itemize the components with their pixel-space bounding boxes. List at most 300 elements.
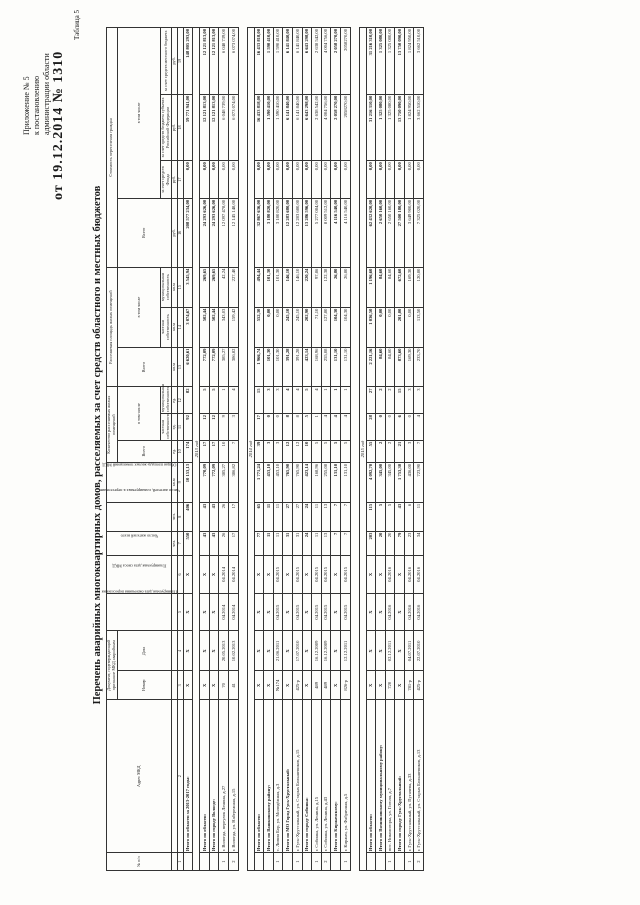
table-cell: X [254,631,264,671]
table-cell: 1 325 080,00 [376,94,386,161]
table-cell: 04.2015 [292,593,302,631]
table-cell: 27 [283,502,293,531]
table-cell: 5 [302,414,312,441]
table-cell: 22.07.2010 [414,631,424,671]
table-cell: 34 [414,531,424,555]
table-cell: X [395,556,405,594]
table-cell: 168,96 [312,347,322,387]
table-cell: 6 643 298,00 [302,94,312,161]
table-cell: 27 [366,387,376,414]
unit-cell: чел. [172,531,178,555]
table-cell: 62 432 620,00 [366,198,376,267]
decree-date: от 19.12.2014 № 1310 [51,50,66,200]
table-cell: 71,10 [312,307,322,347]
address-cell: г. Гусь-Хрустальный, ул. Старых Большевиков, д.13 [414,700,424,853]
table-cell: 1 [340,853,350,871]
appendix-line: к постановлению [32,75,41,135]
col-residents-resettle: Число жителей, планируемых к переселению [107,502,172,531]
table-cell: 6 141 840,00 [292,28,302,95]
spacer-cell [238,28,247,871]
col-doc-group: Документ, подтверждающий признание МКД аварийным [107,631,118,700]
subtotal-row [264,28,274,871]
table-cell: 269,65 [209,267,219,307]
table-cell: 5 277 084,00 [312,198,322,267]
table-cell: X [254,556,264,594]
table-cell: 115 [366,502,376,531]
year-row [359,28,366,871]
table-cell: 168,96 [312,462,322,502]
table-cell: 6 073 074,00 [228,28,238,95]
table-cell: 245,10 [283,307,293,347]
table-cell: X [331,671,341,700]
document-title: Перечень аварийных многоквартирных домов, расселяемых за счет средств областного и местных бюджетов [92,185,103,705]
table-cell: 131,10 [331,347,341,387]
address-cell: Итого по области: [254,700,264,853]
table-cell: X [183,671,193,700]
table-cell: X [376,593,386,631]
table-cell: 11 [312,531,322,555]
table-cell: 12 121 813,00 [200,94,210,161]
table-cell: 4 [321,414,331,441]
table-cell: 4 [340,414,350,441]
table-cell: 148 805 293,00 [183,28,193,95]
table-cell: 269,65 [200,267,210,307]
address-cell: г. Вологда, переулок Ленина, д.27 [219,700,229,853]
table-cell: 131,10 [340,347,350,387]
table-cell: 2 650 160,00 [385,198,395,267]
table-cell: 23 [404,531,414,555]
table-row [292,28,302,871]
table-cell: X [376,556,386,594]
table-cell: 7 [228,440,238,462]
table-cell: 3 [414,387,424,414]
table-cell: 122,38 [321,267,331,307]
col-area-private: частная собственность [161,307,172,347]
appendix-line: Приложение № 5 [22,76,31,135]
table-cell: 16.12.2009 [321,631,331,671]
table-cell: 0,00 [228,161,238,199]
table-cell: 6 [404,502,414,531]
table-cell: 1 [340,387,350,414]
col-cost-fund: за счет средств Фонда [161,161,172,199]
table-cell: X [366,671,376,700]
table-cell: X [376,631,386,671]
table-cell: X [283,671,293,700]
table-cell: X [283,593,293,631]
table-cell: 3 [273,387,283,414]
table-cell: 2 [385,440,395,462]
table-cell: X [283,631,293,671]
table-cell: 21 [395,440,405,462]
table-cell: 16.12.2009 [312,631,322,671]
table-cell: 502,44 [200,307,210,347]
table-cell: 4 [331,414,341,441]
table-cell: 772,09 [209,462,219,502]
table-cell: 20.05.2013 [219,631,229,671]
table-cell: X [264,631,274,671]
table-cell: 4 [312,387,322,414]
table-cell: 3 662 510,00 [414,94,424,161]
table-cell: 04.2015 [321,593,331,631]
col-cost-region: за счет средств бюджета субъекта Российской Федерации [161,94,172,161]
table-cell: 26 [219,502,229,531]
table-cell: 0 [404,414,414,441]
table-cell: 04.07.2011 [404,631,414,671]
table-cell: 2 058 270,00 [331,28,341,95]
table-cell: X [200,671,210,700]
table-cell: 233,70 [414,347,424,387]
table-cell: 77 [254,531,264,555]
table-cell: 12 121 813,00 [209,94,219,161]
table-cell: 31 216 310,00 [366,94,376,161]
table-cell: 255,08 [321,347,331,387]
address-cell: Итого по Киржачскому: [331,700,341,853]
table-cell: 0,00 [254,161,264,199]
table-cell: 113,50 [414,307,424,347]
table-cell: X [331,631,341,671]
table-cell: 104,30 [340,307,350,347]
table-cell: 425-р [292,671,302,700]
table-cell: 1 [273,853,283,871]
table-cell: 1 [292,853,302,871]
table-cell: 97,86 [312,267,322,307]
table-cell: 1 325 080,00 [376,28,386,95]
table-cell: 1 [312,853,322,871]
table-cell: X [302,631,312,671]
table-cell: 104,30 [331,307,341,347]
table-cell: 0 [264,414,274,441]
table-cell: 1 325 080,00 [385,28,395,95]
table-cell: 0,00 [385,307,395,347]
table-cell: 13 [321,502,331,531]
table-cell: X [254,671,264,700]
table-cell: X [331,556,341,594]
appendix-line: администрации области [42,53,51,135]
table-cell: X [209,593,219,631]
table-cell: 04.2015 [312,556,322,594]
table-cell: 43 [200,502,210,531]
table-cell: 02.12.2011 [385,631,395,671]
table-cell: 550 [183,531,193,555]
table-cell: 8 [283,414,293,441]
table-row [312,28,322,871]
column-index-cell: 17 [177,161,183,199]
column-index-cell: 15 [177,267,183,307]
table-cell: X [302,593,312,631]
table-cell: 26 [219,531,229,555]
table-cell: 0,00 [321,161,331,199]
table-cell: 55 [366,440,376,462]
table-cell: 27 500 180,00 [395,198,405,267]
table-cell: 39 [254,440,264,462]
table-cell: 04.2015 [340,556,350,594]
year-label: 2015 год [359,28,366,871]
table-cell: 4 004 756,00 [321,94,331,161]
table-cell: 7 [340,502,350,531]
column-index-cell: 10 [177,440,183,462]
table-cell: 345,00 [376,462,386,502]
table-cell: 0,00 [219,161,229,199]
table-row [340,28,350,871]
table-cell: 5 [376,502,386,531]
table-cell: 5 [312,440,322,462]
table-cell: 220,24 [302,267,312,307]
table-cell: 0,00 [340,161,350,199]
table-cell: X [209,631,219,671]
table-cell: 13 750 090,00 [395,28,405,95]
table-cell: 13 750 090,00 [395,94,405,161]
table-cell: 04.2016 [404,556,414,594]
table-cell: 12 283 680,00 [292,198,302,267]
table-cell: 6 141 840,00 [283,28,293,95]
appendix-block [22,15,52,135]
table-cell: 84,60 [376,347,386,387]
table-cell: 489 [321,671,331,700]
table-cell: 24 [302,531,312,555]
table-cell: 101,30 [264,347,274,387]
table-row [414,28,424,871]
table-cell: 0,00 [273,307,283,347]
col-residents: Число жителей всего [107,531,172,555]
table-cell: 101,30 [264,267,274,307]
col-area-sum: Всего [117,347,171,387]
table-cell: 169,30 [404,347,414,387]
table-cell: 17 [228,531,238,555]
table-cell: X [200,631,210,671]
unit-cell: руб. [172,94,178,161]
table-cell: 11 [273,502,283,531]
table-cell: X [183,631,193,671]
table-cell: 31 [292,531,302,555]
table-cell: 12 097 478,00 [219,198,229,267]
table-cell: 6 073 074,00 [228,94,238,161]
table-cell: 27 [292,502,302,531]
table-body [183,28,423,871]
unit-cell: кв.м [172,347,178,387]
table-row [385,28,395,871]
table-cell: 0 [376,414,386,441]
table-cell: 453,10 [273,462,283,502]
year-row [193,28,200,871]
table-cell: 9 [219,414,229,441]
table-cell: 6 620,61 [183,347,193,387]
table-cell: 13 [321,531,331,555]
col-area-municipal: муниципальная собственность [161,267,172,307]
table-cell: 1 325 080,00 [385,94,395,161]
address-cell: пос. Никологоры, ул. Гоголя, д.7 [385,700,395,853]
table-cell: 24 293 626,00 [209,198,219,267]
table-cell: 2 [385,387,395,414]
table-cell: 11 [273,531,283,555]
table-cell: 17 [200,440,210,462]
table-cell: 0,00 [264,307,274,347]
table-cell: 385,27 [219,347,229,387]
table-cell: X [200,556,210,594]
col-area-group: Расселяемая площадь жилых помещений [107,267,118,387]
table-cell: 146,10 [292,267,302,307]
address-cell: г. Гусь-Хрустальный, ул. Старых Большевиков, д.15 [292,700,302,853]
table-cell: 772,09 [209,347,219,387]
table-cell: 17.07.2010 [292,631,302,671]
table-cell: 2 221,16 [366,347,376,387]
spacer-row [238,28,247,871]
year-label: 2014 год [247,28,254,871]
table-cell: 386,82 [228,347,238,387]
table-cell: 04.2016 [404,593,414,631]
table-cell: 6 643 298,00 [302,28,312,95]
table-cell: 453,10 [264,462,274,502]
table-cell: 04.2014 [228,593,238,631]
table-cell: 0,00 [404,307,414,347]
table-cell: 17 [254,414,264,441]
column-index-cell: 13 [177,347,183,387]
table-cell: 1 590 410,00 [273,28,283,95]
table-cell: 0 [385,414,395,441]
col-rooms-private: частная собственность [160,412,171,439]
table-cell: 11 [414,502,424,531]
table-cell: 24 293 626,00 [200,198,210,267]
subtotal-row [395,28,405,871]
table-cell: 1 966,74 [254,347,264,387]
table-cell: 202,90 [302,307,312,347]
table-cell: 2058270,00 [340,28,350,95]
spacer-row [350,28,359,871]
table-cell [302,853,312,871]
column-index-cell: 9 [177,462,183,502]
table-cell: 70 [219,671,229,700]
unit-cell: чел. [172,502,178,531]
table-cell: 385,27 [219,462,229,502]
table-cell: 04.2015 [292,556,302,594]
table-cell: 04.2015 [273,593,283,631]
column-index-cell: 6 [177,556,183,594]
column-index-cell: 19 [177,28,183,95]
table-cell: X [376,671,386,700]
column-index-cell: 8 [177,502,183,531]
table-cell: 0 [273,414,283,441]
table-cell: 04.2016 [385,593,395,631]
table-row [219,28,229,871]
subtotal-row [183,28,193,871]
table-cell: X [209,671,219,700]
table-cell: 4 092,70 [366,462,376,502]
table-cell: 04.2014 [219,556,229,594]
table-cell: 10 [219,440,229,462]
table-cell: 1 036,50 [366,307,376,347]
table-cell: 201,00 [395,307,405,347]
table-cell: 8 009 512,00 [321,198,331,267]
table-cell: 2 638 542,00 [312,94,322,161]
table-cell: 386,82 [228,462,238,502]
table-cell: 5 [331,440,341,462]
table-cell: 43 [395,502,405,531]
address-cell: Итого по городу Собинка: [302,700,312,853]
table-cell: X [366,631,376,671]
table-cell: 26,80 [331,267,341,307]
column-index-cell: 2 [177,700,183,853]
table-cell: 04.2015 [273,556,283,594]
table-cell: 425-р [414,671,424,700]
table-cell: 0,00 [200,161,210,199]
address-cell: Итого по области: [200,700,210,853]
table-label: Таблица 5 [73,10,81,40]
table-cell: 21.06.2011 [273,631,283,671]
unit-cell: кв.м [172,267,178,307]
spacer-cell [350,28,359,871]
table-cell: 42,24 [219,267,229,307]
address-cell: Итого по Вязниковскому муниципальному району: [376,700,386,853]
table-cell: 3 [264,387,274,414]
column-index-cell: 18 [177,94,183,161]
table-cell [200,853,210,871]
address-cell: Итого по городу Вологде: [209,700,219,853]
table-cell: 255,08 [321,462,331,502]
table-cell: 24 [302,502,312,531]
col-area-total: Общая площадь жилых помещений МКД [107,462,172,502]
col-cost-group: Стоимость переселения граждан [107,28,118,268]
table-cell: 423,14 [302,462,312,502]
table-cell: 873,60 [395,347,405,387]
table-cell: 169,30 [404,267,414,307]
table-cell: X [331,593,341,631]
table-row [228,28,238,871]
table-cell [376,853,386,871]
table-cell: 3 649 900,00 [404,198,414,267]
table-cell: 4 [283,387,293,414]
table-cell: 227,40 [228,267,238,307]
table-cell: 12.12.2011 [340,631,350,671]
table-cell: 15 [395,387,405,414]
table-cell: X [264,671,274,700]
table-cell: 781-р [404,671,414,700]
col-doc-date: Дата [117,631,171,671]
table-cell: 0,00 [292,161,302,199]
col-rooms-incl: в том числе [117,387,161,440]
table-cell: 174 [183,440,193,462]
table-cell: 3 180 820,00 [273,198,283,267]
table-cell: 04.2016 [414,593,424,631]
column-index-cell: 5 [177,593,183,631]
table-cell: 32 867 636,00 [254,198,264,267]
column-index-cell: 16 [177,198,183,267]
col-rooms-municipal: муниципальная собственность [160,384,171,413]
table-cell: X [302,671,312,700]
table-row [321,28,331,871]
table-cell: 765,90 [283,462,293,502]
table-cell: 10 [302,440,312,462]
table-cell: 0,00 [404,161,414,199]
table-cell: 5 [209,387,219,414]
resettlement-table-container [98,27,626,871]
table-cell: 2 650 160,00 [376,198,386,267]
table-cell: 2058270,00 [340,94,350,161]
table-cell [283,853,293,871]
table-cell: 8 [292,414,302,441]
address-cell: г. Собинка, ул. Ленина, д.15 [312,700,322,853]
table-cell: 5 [302,387,312,414]
table-cell: X [254,593,264,631]
table-cell: 0,00 [273,161,283,199]
column-index-cell: 1 [177,853,183,871]
unit-cell: руб. [172,198,178,267]
table-cell: 723,90 [414,462,424,502]
table-cell: 82 [183,387,193,414]
table-cell: 1 590 410,00 [264,28,274,95]
table-cell: 120,80 [414,267,424,307]
table-cell: 0,00 [366,161,376,199]
table-cell: X [366,556,376,594]
table-cell: 41 [228,671,238,700]
